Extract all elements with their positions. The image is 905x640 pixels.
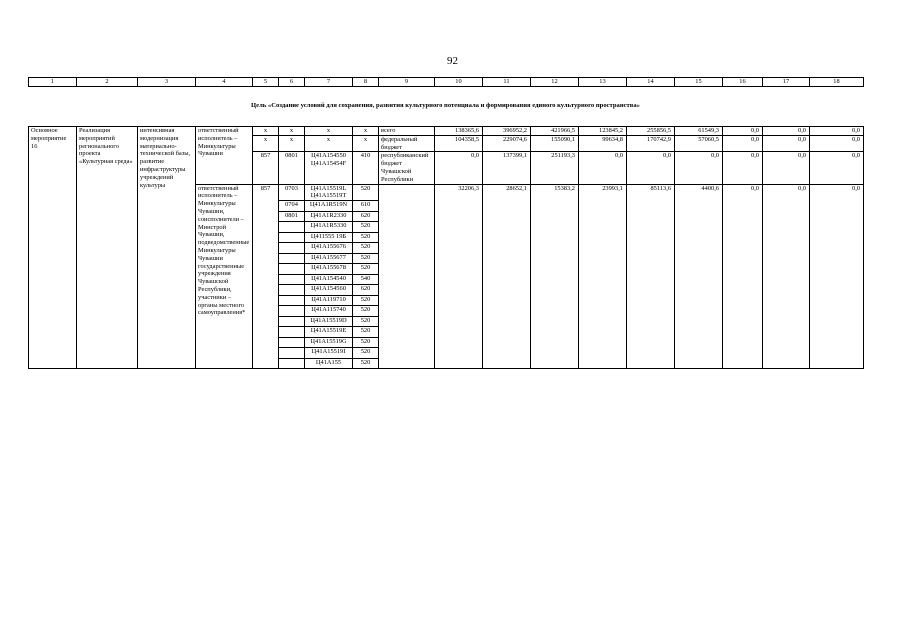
grbs-cell: 857 (253, 184, 279, 369)
header-col: 6 (279, 78, 305, 87)
section-cell (279, 285, 305, 296)
value-cell: 0,0 (675, 152, 723, 184)
header-col: 2 (77, 78, 138, 87)
grbs-cell: 857 (253, 152, 279, 184)
value-cell: 0,0 (810, 152, 864, 184)
csr-cell: Ц41А1R5330 (305, 222, 353, 233)
value-cell: 0,0 (723, 127, 763, 136)
csr-cell: Ц41А15519L Ц41А15519Т (305, 184, 353, 201)
value-cell: 155090,1 (531, 135, 579, 152)
header-col: 7 (305, 78, 353, 87)
value-cell: 28652,1 (483, 184, 531, 369)
vr-cell: 410 (353, 152, 379, 184)
section-cell (279, 253, 305, 264)
csr-cell: Ц41А15519G (305, 337, 353, 348)
header-col: 14 (627, 78, 675, 87)
vr-cell: 620 (353, 285, 379, 296)
section-cell (279, 327, 305, 338)
vr-cell: x (353, 127, 379, 136)
vr-cell: 520 (353, 222, 379, 233)
vr-cell: 520 (353, 316, 379, 327)
value-cell: 421966,5 (531, 127, 579, 136)
value-cell: 61549,3 (675, 127, 723, 136)
value-cell: 99634,8 (579, 135, 627, 152)
section-cell: 0801 (279, 211, 305, 222)
csr-cell: x (305, 135, 353, 152)
csr-cell: Ц41А1R519N (305, 201, 353, 212)
grbs-cell: x (253, 135, 279, 152)
section-cell (279, 274, 305, 285)
header-col: 10 (435, 78, 483, 87)
vr-cell: 520 (353, 264, 379, 275)
section-cell (279, 232, 305, 243)
vr-cell: 520 (353, 243, 379, 254)
header-col: 9 (379, 78, 435, 87)
value-cell: 0,0 (579, 152, 627, 184)
value-cell: 0,0 (810, 127, 864, 136)
csr-cell: Ц41А115740 (305, 306, 353, 317)
value-cell: 4400,6 (675, 184, 723, 369)
page-number: 92 (447, 55, 458, 67)
section-cell: 0703 (279, 184, 305, 201)
csr-cell: Ц41А154550 Ц41А15454F (305, 152, 353, 184)
vr-cell: 610 (353, 201, 379, 212)
section-cell (279, 264, 305, 275)
value-cell: 32206,3 (435, 184, 483, 369)
value-cell: 255856,5 (627, 127, 675, 136)
value-cell: 137399,1 (483, 152, 531, 184)
value-cell: 104358,5 (435, 135, 483, 152)
value-cell: 0,0 (723, 135, 763, 152)
section-cell (279, 306, 305, 317)
value-cell: 251193,3 (531, 152, 579, 184)
header-col: 12 (531, 78, 579, 87)
csr-cell: Ц41А15519I (305, 348, 353, 359)
csr-cell: x (305, 127, 353, 136)
section-cell: x (279, 127, 305, 136)
activity-status: Основное мероприятие 16 (29, 127, 77, 369)
header-col: 8 (353, 78, 379, 87)
activity-goal: интенсивная модернизация материально-технической базы, развитие инфраструктуры учреждений культуры (138, 127, 196, 369)
source-cell: федеральный бюджет (379, 135, 435, 152)
value-cell: 0,0 (723, 152, 763, 184)
responsible-executor: ответственный исполнитель – Минкультуры Чувашии (196, 127, 253, 185)
value-cell: 23993,1 (579, 184, 627, 369)
source-cell: всего (379, 127, 435, 136)
csr-cell: Ц41А155678 (305, 264, 353, 275)
value-cell: 123845,2 (579, 127, 627, 136)
section-cell: x (279, 135, 305, 152)
section-cell (279, 337, 305, 348)
vr-cell: 520 (353, 327, 379, 338)
vr-cell: 520 (353, 295, 379, 306)
header-col: 18 (810, 78, 864, 87)
goal-heading: Цель «Создание условий для сохранения, развития культурного потенциала и формирования единого культурного пространства» (251, 102, 640, 109)
value-cell: 15383,2 (531, 184, 579, 369)
header-col: 15 (675, 78, 723, 87)
activity-name: Реализация мероприятий регионального проекта «Культурная среда» (77, 127, 138, 369)
header-col: 1 (29, 78, 77, 87)
csr-cell: Ц41А1R2330 (305, 211, 353, 222)
csr-cell: Ц41А154560 (305, 285, 353, 296)
source-cell (379, 184, 435, 369)
csr-cell: Ц41А119710 (305, 295, 353, 306)
value-cell: 170742,9 (627, 135, 675, 152)
csr-cell: Ц41А155676 (305, 243, 353, 254)
value-cell: 0,0 (763, 127, 810, 136)
section-cell (279, 295, 305, 306)
header-col: 11 (483, 78, 531, 87)
vr-cell: 520 (353, 348, 379, 359)
section-cell: 0704 (279, 201, 305, 212)
value-cell: 0,0 (627, 152, 675, 184)
grbs-cell: x (253, 127, 279, 136)
column-number-header (28, 77, 864, 87)
csr-cell: Ц41А15519Е (305, 327, 353, 338)
vr-cell: 520 (353, 358, 379, 369)
program-table (28, 126, 864, 369)
vr-cell: 620 (353, 211, 379, 222)
vr-cell: x (353, 135, 379, 152)
value-cell: 0,0 (810, 135, 864, 152)
header-col: 3 (138, 78, 196, 87)
header-col: 17 (763, 78, 810, 87)
table-row (29, 127, 864, 136)
header-col: 13 (579, 78, 627, 87)
value-cell: 229074,6 (483, 135, 531, 152)
responsible-executor: ответственный исполнитель – Минкультуры Чувашии, соисполнители – Минстрой Чувашии, подведомственные Минкультуры Чувашии государственные учреждения Чувашской Республики, участники – органы местного самоуправления* (196, 184, 253, 369)
section-cell: 0801 (279, 152, 305, 184)
value-cell: 85113,6 (627, 184, 675, 369)
value-cell: 0,0 (763, 152, 810, 184)
section-cell (279, 243, 305, 254)
csr-cell: Ц41А155 (305, 358, 353, 369)
value-cell: 0,0 (435, 152, 483, 184)
header-col: 16 (723, 78, 763, 87)
value-cell: 0,0 (723, 184, 763, 369)
vr-cell: 520 (353, 337, 379, 348)
vr-cell: 520 (353, 184, 379, 201)
section-cell (279, 358, 305, 369)
vr-cell: 520 (353, 232, 379, 243)
header-col: 5 (253, 78, 279, 87)
section-cell (279, 316, 305, 327)
section-cell (279, 348, 305, 359)
value-cell: 396952,2 (483, 127, 531, 136)
csr-cell: Ц41А155677 (305, 253, 353, 264)
section-cell (279, 222, 305, 233)
csr-cell: Ц41А15519D (305, 316, 353, 327)
csr-cell: Ц411555 19Б (305, 232, 353, 243)
vr-cell: 520 (353, 306, 379, 317)
vr-cell: 520 (353, 253, 379, 264)
value-cell: 0,0 (763, 135, 810, 152)
value-cell: 138365,6 (435, 127, 483, 136)
value-cell: 0,0 (810, 184, 864, 369)
source-cell: республиканский бюджет Чувашской Республики (379, 152, 435, 184)
value-cell: 0,0 (763, 184, 810, 369)
header-col: 4 (196, 78, 253, 87)
vr-cell: 540 (353, 274, 379, 285)
csr-cell: Ц41А154540 (305, 274, 353, 285)
value-cell: 57060,5 (675, 135, 723, 152)
